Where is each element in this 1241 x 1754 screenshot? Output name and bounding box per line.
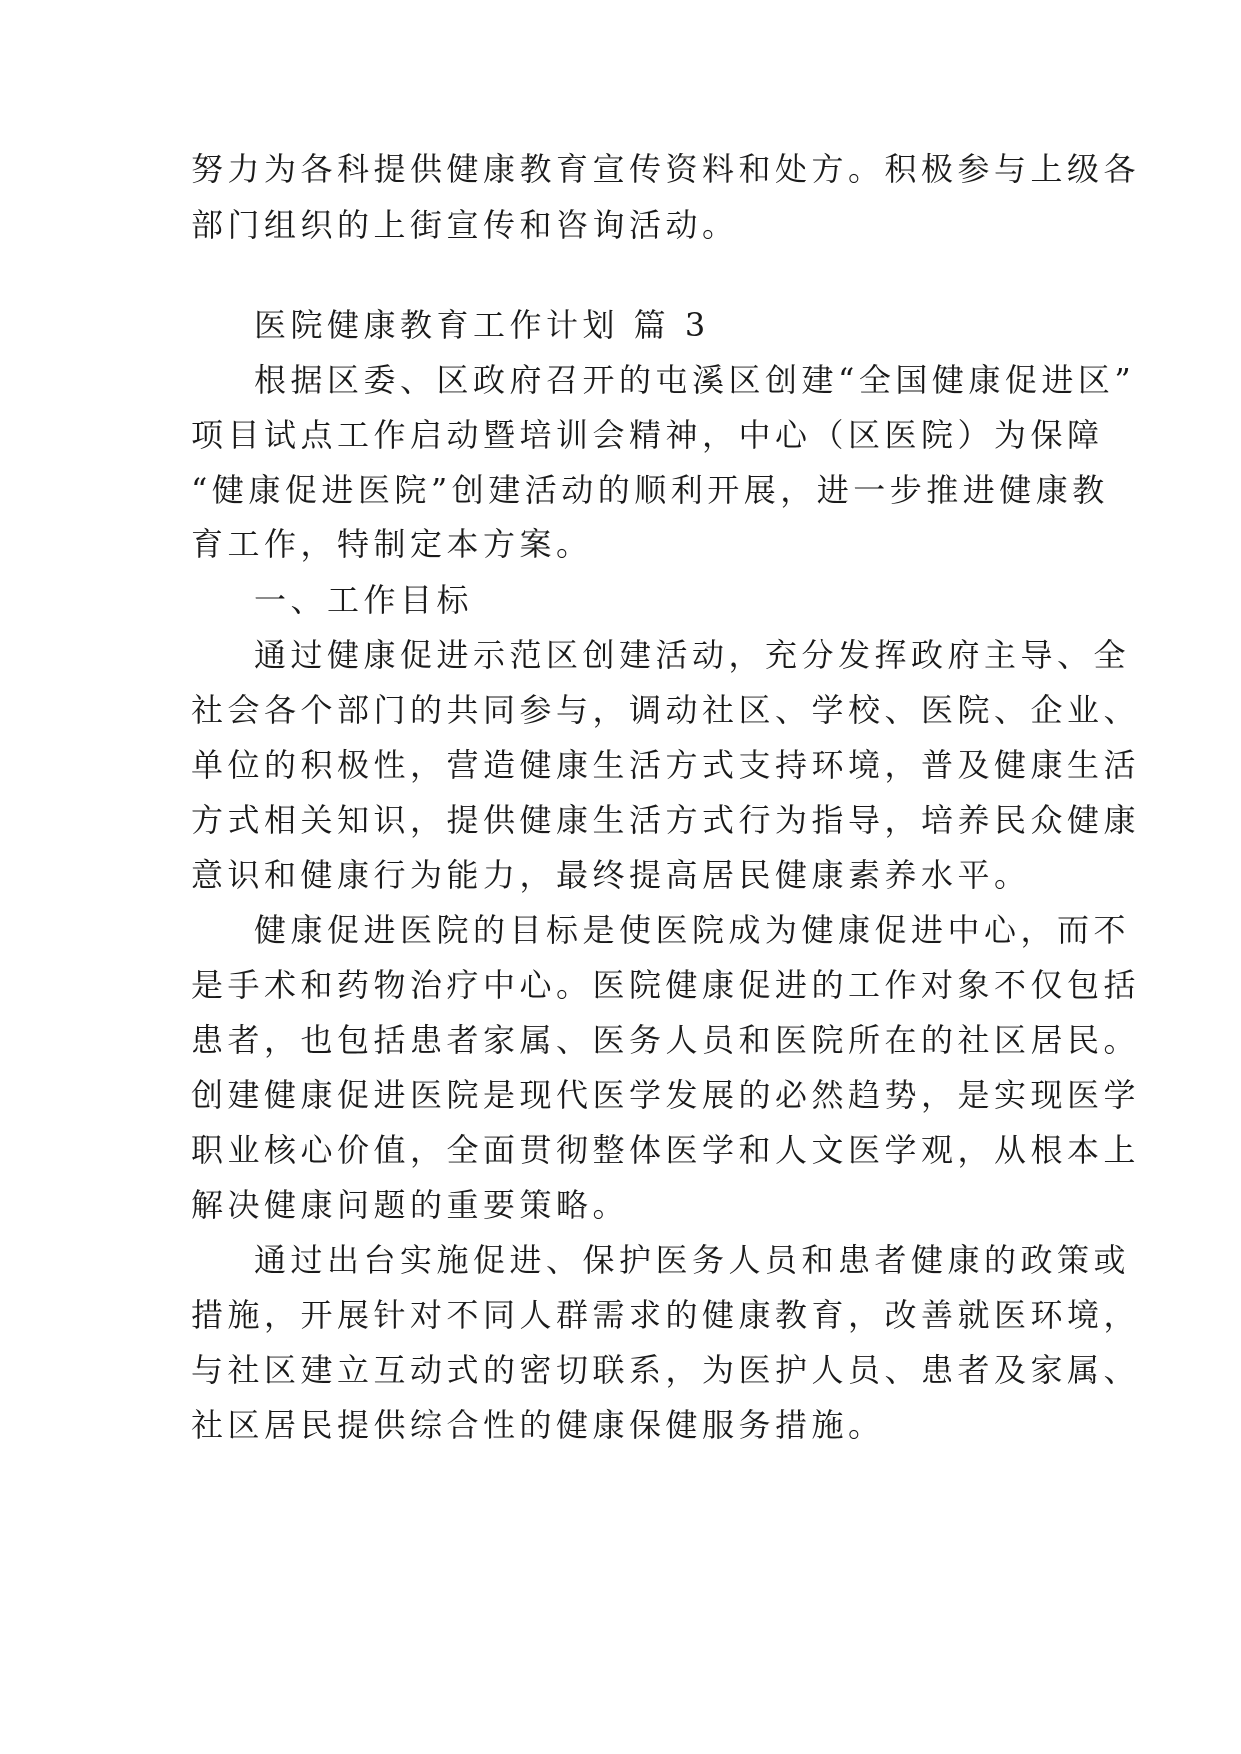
paragraph-1-line-3: “健康促进医院”创建活动的顺利开展，进一步推进健康教 — [191, 471, 1109, 509]
paragraph-2-line-2: 社会各个部门的共同参与，调动社区、学校、医院、企业、 — [191, 691, 1141, 729]
paragraph-3-line-6: 解决健康问题的重要策略。 — [191, 1186, 630, 1224]
paragraph-3-line-5: 职业核心价值，全面贯彻整体医学和人文医学观，从根本上 — [191, 1131, 1141, 1169]
paragraph-4-line-3: 与社区建立互动式的密切联系，为医护人员、患者及家属、 — [191, 1351, 1141, 1389]
paragraph-2-line-1: 通过健康促进示范区创建活动，充分发挥政府主导、全 — [254, 636, 1131, 674]
paragraph-3-line-1: 健康促进医院的目标是使医院成为健康促进中心，而不 — [254, 911, 1131, 949]
section-title: 医院健康教育工作计划 篇 3 — [254, 306, 710, 344]
intro-line-1: 努力为各科提供健康教育宣传资料和处方。积极参与上级各 — [191, 150, 1141, 188]
heading-work-goals: 一、工作目标 — [254, 581, 474, 619]
paragraph-3-line-4: 创建健康促进医院是现代医学发展的必然趋势，是实现医学 — [191, 1076, 1141, 1114]
paragraph-3-line-3: 患者，也包括患者家属、医务人员和医院所在的社区居民。 — [191, 1021, 1141, 1059]
paragraph-2-line-4: 方式相关知识，提供健康生活方式行为指导，培养民众健康 — [191, 801, 1141, 839]
paragraph-4-line-4: 社区居民提供综合性的健康保健服务措施。 — [191, 1406, 885, 1444]
paragraph-2-line-5: 意识和健康行为能力，最终提高居民健康素养水平。 — [191, 856, 1031, 894]
intro-line-2: 部门组织的上街宣传和咨询活动。 — [191, 206, 739, 244]
paragraph-1-line-4: 育工作，特制定本方案。 — [191, 525, 593, 563]
paragraph-1-line-2: 项目试点工作启动暨培训会精神，中心（区医院）为保障 — [191, 416, 1104, 454]
paragraph-1-line-1: 根据区委、区政府召开的屯溪区创建“全国健康促进区” — [254, 361, 1136, 399]
paragraph-3-line-2: 是手术和药物治疗中心。医院健康促进的工作对象不仅包括 — [191, 966, 1141, 1004]
paragraph-2-line-3: 单位的积极性，营造健康生活方式支持环境，普及健康生活 — [191, 746, 1141, 784]
paragraph-4-line-1: 通过出台实施促进、保护医务人员和患者健康的政策或 — [254, 1241, 1131, 1279]
paragraph-4-line-2: 措施，开展针对不同人群需求的健康教育，改善就医环境， — [191, 1296, 1141, 1334]
